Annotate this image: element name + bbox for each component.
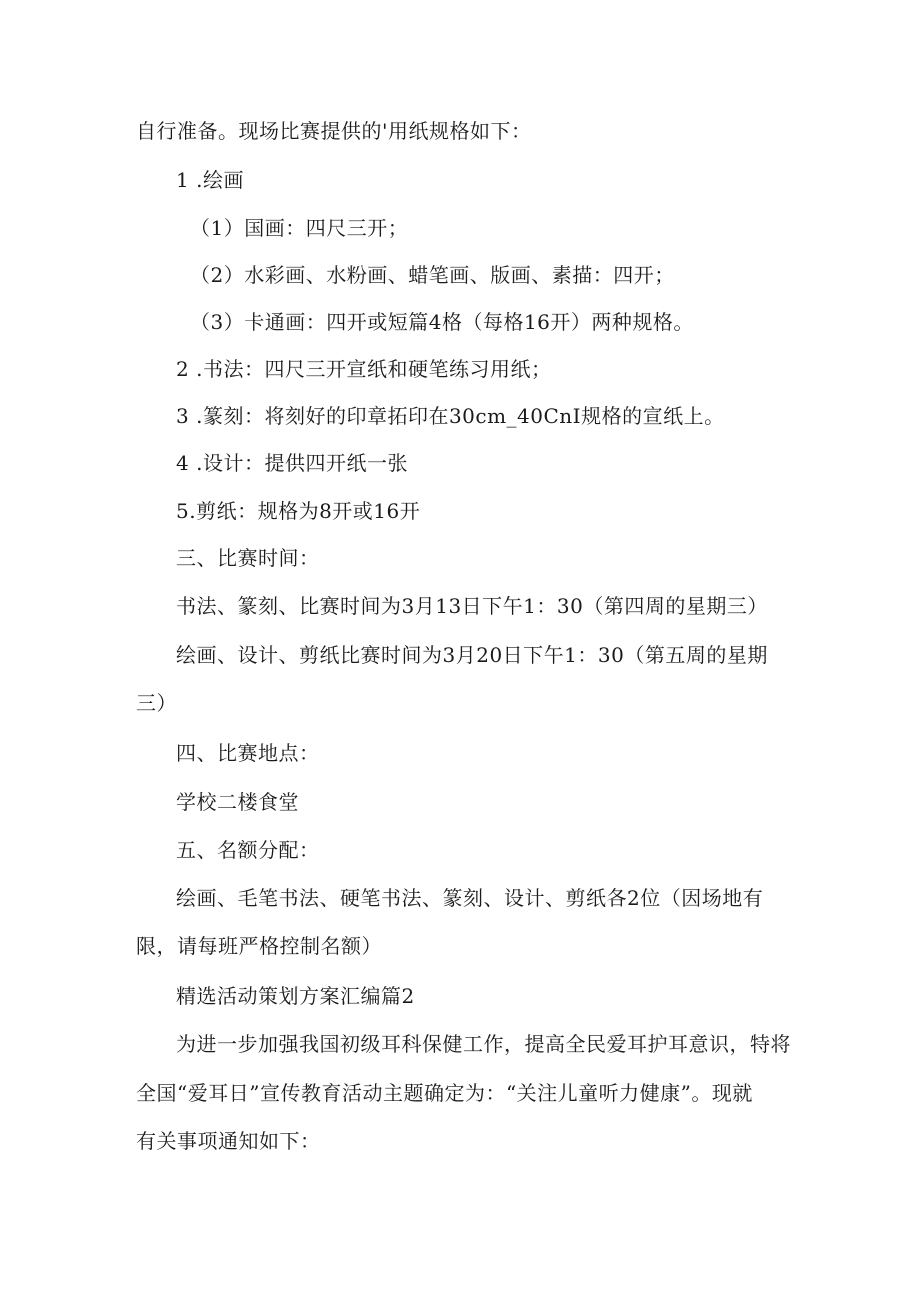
list-item: 5.剪纸：规格为8开或16开 [176,499,421,523]
text-line: 限，请每班严格控制名额） [136,934,382,958]
text-line: 为进一步加强我国初级耳科保健工作，提高全民爱耳护耳意识，特将 [176,1032,791,1056]
list-item: 3 .篆刻：将刻好的印章拓印在30cm_40CnI规格的宣纸上。 [176,404,725,428]
section-heading-painting: 1 .绘画 [176,168,244,192]
text-line: 自行准备。现场比赛提供的'用纸规格如下： [136,119,532,143]
section-heading-time: 三、比赛时间： [176,546,320,570]
article-title: 精选活动策划方案汇编篇2 [176,984,415,1008]
text-line: 绘画、设计、剪纸比赛时间为3月20日下午1：30（第五周的星期 [176,643,768,667]
text-line: 有关事项通知如下： [136,1129,321,1153]
list-item: （2）水彩画、水粉画、蜡笔画、版画、素描：四开； [190,263,675,287]
text-line: 全国“爱耳日”宣传教育活动主题确定为：“关注儿童听力健康”。现就 [136,1081,753,1105]
list-item: （3）卡通画：四开或短篇4格（每格16开）两种规格。 [190,310,694,334]
section-heading-quota: 五、名额分配： [176,838,320,862]
text-line: 绘画、毛笔书法、硬笔书法、篆刻、设计、剪纸各2位（因场地有 [176,886,764,910]
list-item: （1）国画：四尺三开； [190,216,409,240]
list-item: 4 .设计：提供四开纸一张 [176,451,408,475]
text-line: 学校二楼食堂 [176,790,299,814]
text-line: 三） [136,691,177,715]
section-heading-location: 四、比赛地点： [176,741,320,765]
list-item: 2 .书法：四尺三开宣纸和硬笔练习用纸； [176,357,552,381]
text-line: 书法、篆刻、比赛时间为3月13日下午1：30（第四周的星期三） [176,594,768,618]
